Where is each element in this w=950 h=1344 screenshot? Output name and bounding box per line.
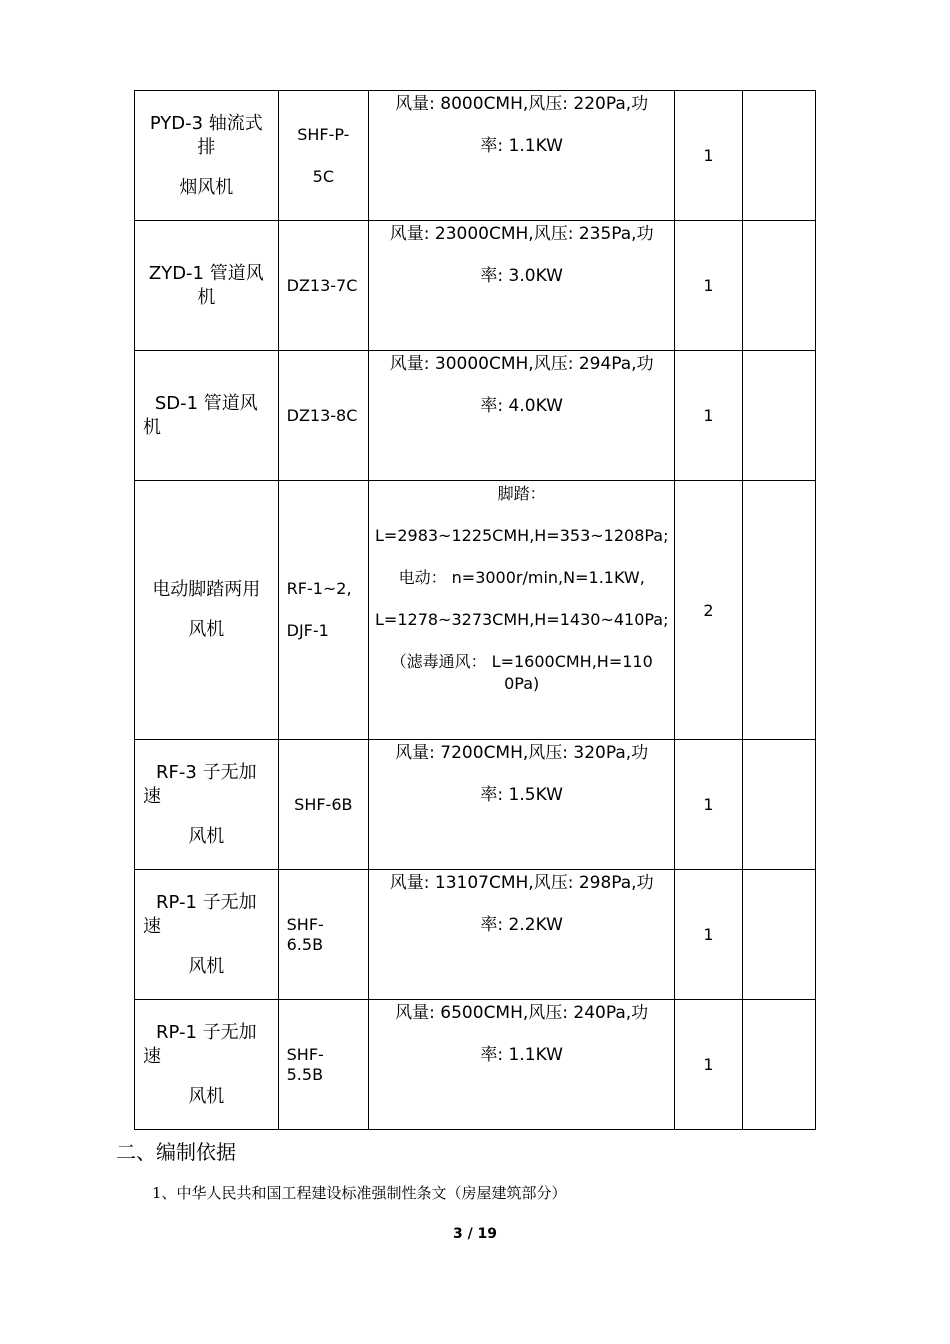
model-line: SHF- <box>286 914 324 934</box>
model-line: DZ13-7C <box>286 275 358 295</box>
note-cell <box>742 221 815 351</box>
name-line: PYD-3 轴流式 <box>149 112 263 134</box>
note-cell <box>742 91 815 221</box>
spec-line: 率: 3.0KW <box>480 266 563 286</box>
name-line: SD-1 管道风 <box>154 392 258 414</box>
quantity-cell: 1 <box>675 870 742 1000</box>
model-line: 5.5B <box>286 1064 324 1084</box>
spec-cell <box>369 91 675 221</box>
note-cell <box>742 481 815 740</box>
spec-line: 率: 1.1KW <box>480 1045 563 1065</box>
name-line: 风机 <box>188 1085 225 1107</box>
spec-line: L=1278~3273CMH,H=1430~410Pa; <box>375 610 669 629</box>
name-line: ZYD-1 管道风 <box>148 262 264 284</box>
model-cell <box>278 740 368 870</box>
name-line: 烟风机 <box>179 176 234 198</box>
spec-line: 率: 1.5KW <box>480 785 563 805</box>
spec-line: 0Pa) <box>504 674 540 693</box>
spec-line: 风量: 7200CMH,风压: 320Pa,功 <box>395 743 649 763</box>
table-row <box>135 1000 816 1130</box>
spec-line: 风量: 8000CMH,风压: 220Pa,功 <box>395 94 649 114</box>
model-cell <box>278 1000 368 1130</box>
spec-line: 风量: 13107CMH,风压: 298Pa,功 <box>389 873 654 893</box>
name-line: RP-1 子无加 <box>155 1021 257 1043</box>
reference-paragraph: 1、中华人民共和国工程建设标准强制性条文（房屋建筑部分） <box>152 1184 567 1202</box>
spec-line: 率: 4.0KW <box>480 396 563 416</box>
quantity-cell: 1 <box>675 221 742 351</box>
table-row <box>135 221 816 351</box>
model-line: DJF-1 <box>286 621 329 640</box>
spec-cell <box>369 740 675 870</box>
model-cell <box>278 481 368 740</box>
model-cell <box>278 91 368 221</box>
equipment-name-cell <box>135 870 279 1000</box>
table-row <box>135 481 816 740</box>
equipment-name-cell <box>135 481 279 740</box>
name-line: 机 <box>197 286 216 308</box>
name-line: 速 <box>143 1045 161 1067</box>
page-number: 3 / 19 <box>452 1226 498 1242</box>
spec-line: L=2983~1225CMH,H=353~1208Pa; <box>375 526 669 545</box>
note-cell <box>742 351 815 481</box>
name-line: 机 <box>143 416 161 438</box>
spec-cell <box>369 481 675 740</box>
model-cell <box>278 870 368 1000</box>
spec-line: 风量: 30000CMH,风压: 294Pa,功 <box>389 354 654 374</box>
equipment-name-cell <box>135 351 279 481</box>
spec-cell <box>369 221 675 351</box>
name-line: 电动脚踏两用 <box>152 579 261 600</box>
spec-line: 风量: 6500CMH,风压: 240Pa,功 <box>395 1003 649 1023</box>
name-line: 风机 <box>188 825 225 847</box>
quantity-cell: 1 <box>675 740 742 870</box>
name-line: 风机 <box>188 955 225 977</box>
table-row <box>135 351 816 481</box>
model-line: SHF-6B <box>294 794 353 814</box>
name-line: 风机 <box>188 619 225 640</box>
quantity-cell: 2 <box>675 481 742 740</box>
equipment-name-cell <box>135 740 279 870</box>
name-line: 速 <box>143 785 161 807</box>
name-line: 速 <box>143 915 161 937</box>
table-row <box>135 91 816 221</box>
quantity-cell: 1 <box>675 1000 742 1130</box>
note-cell <box>742 740 815 870</box>
model-line: DZ13-8C <box>286 405 358 425</box>
model-cell <box>278 351 368 481</box>
spec-line: （滤毒通风： L=1600CMH,H=110 <box>390 652 653 671</box>
section-heading: 二、编制依据 <box>116 1140 236 1164</box>
spec-cell <box>369 1000 675 1130</box>
equipment-name-cell <box>135 221 279 351</box>
equipment-name-cell <box>135 91 279 221</box>
spec-cell <box>369 351 675 481</box>
quantity-cell: 1 <box>675 91 742 221</box>
note-cell <box>742 1000 815 1130</box>
model-line: 5C <box>312 166 334 186</box>
equipment-table <box>134 90 816 1130</box>
spec-line: 率: 1.1KW <box>480 136 563 156</box>
name-line: 排 <box>197 136 216 158</box>
note-cell <box>742 870 815 1000</box>
spec-cell <box>369 870 675 1000</box>
table-row <box>135 870 816 1000</box>
model-cell <box>278 221 368 351</box>
name-line: RF-3 子无加 <box>156 761 257 783</box>
equipment-name-cell <box>135 1000 279 1130</box>
name-line: RP-1 子无加 <box>155 891 257 913</box>
model-line: 6.5B <box>286 934 324 954</box>
table-row <box>135 740 816 870</box>
model-line: RF-1~2, <box>286 579 352 598</box>
spec-line: 风量: 23000CMH,风压: 235Pa,功 <box>389 224 654 244</box>
model-line: SHF-P- <box>297 124 350 144</box>
quantity-cell: 1 <box>675 351 742 481</box>
spec-line: 率: 2.2KW <box>480 915 563 935</box>
spec-line: 电动： n=3000r/min,N=1.1KW, <box>398 568 645 587</box>
spec-line: 脚踏： <box>497 484 546 503</box>
model-line: SHF- <box>286 1044 324 1064</box>
